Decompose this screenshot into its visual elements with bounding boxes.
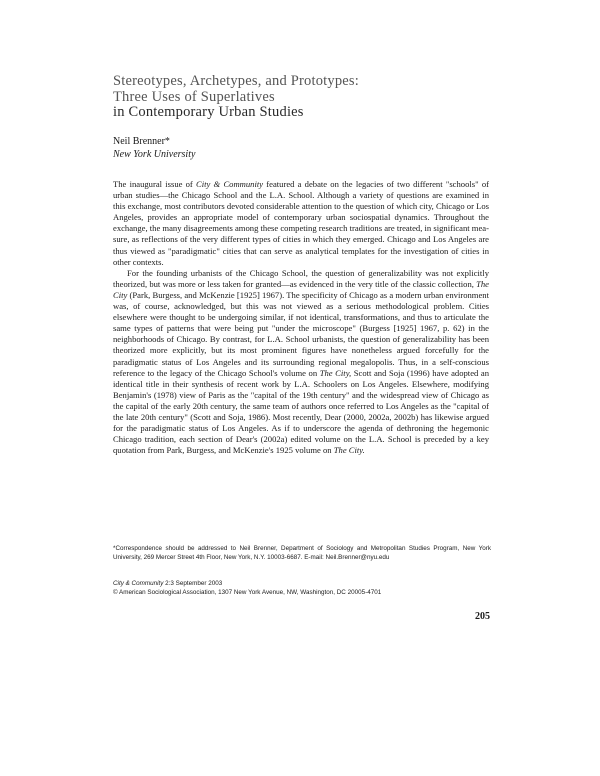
journal-issue-line: [113, 579, 491, 588]
title-line-3: in Contemporary Urban Studies: [113, 104, 304, 120]
title-line-1: Stereotypes, Archetypes, and Prototypes:: [113, 73, 359, 89]
article-title: [113, 74, 453, 121]
journal-issue: 2:3 September 2003: [163, 580, 223, 587]
author-affiliation: New York University: [113, 148, 196, 160]
p2-book-title-1: The City: [113, 278, 489, 300]
copyright-line: © American Sociological Association, 1307 New York Avenue, NW, Washington, DC 20005-4701: [113, 589, 382, 596]
paragraph-1: [113, 179, 489, 268]
p2-book-title-2: The City,: [319, 367, 352, 378]
journal-name: City & Community: [113, 580, 164, 587]
page-number: 205: [475, 611, 490, 622]
p2-text-b: (Park, Burgess, and McKenzie [1925] 1967). The specificity of Chicago as a modern urban environment was, of course, acknowledged, but this was not viewed as a serious methodological problem. Cities elsewhere were thought to be undergoing similar, if not identical, transformations, and thus to articulate the same types of patterns that were being put "under the microscope" (Burgess [1925] 1967, p. 62) in the neighborhoods of Chicago. By contrast, for L.A. School urbanists, the question of generalizability has been theorized more explicitly, but its most prominent figures have nonetheless argued forcefully for the paradigmatic status of Los Angeles and its surrounding regional megalopolis. Thus, in a self-conscious reference to the legacy of the Chicago School's volume on: [113, 289, 489, 378]
p1-journal-name: City & Community: [196, 179, 264, 189]
title-line-2: Three Uses of Superlatives: [113, 88, 275, 105]
paragraph-2: [113, 268, 489, 457]
p2-text-c: Scott and Soja (1996) have adopted an identical title in their synthesis of recent work by L.A. Schoolers on Los Angeles. Elsewhere, modifying Benjamin's (1978) view of Paris as the "capital of the 19th century" and the widespread view of Chicago as the capital of the early 20th century, the same team of authors once referred to Los Angeles as the "capital of the late 20th century" (Scott and Soja, 1986). Most recently, Dear (2000, 2002a, 2002b) has likewise argued for the paradigmatic status of Los Angeles. As if to underscore the agenda of dethroning the hegemonic Chicago tradition, each section of Dear's (2002a) edited volume on the L.A. School is preceded by a key quotation from Park, Burgess, and McKenzie's 1925 volume on: [113, 367, 489, 456]
p2-text-a: For the founding urbanists of the Chicago School, the question of generalizability was not explicitly theorized, but was more or less taken for granted—as evidenced in the very title of the classic collection,: [113, 267, 489, 289]
author-name: Neil Brenner*: [113, 136, 170, 147]
p1-text-b: featured a debate on the legacies of two different "schools" of urban studies—the Chicago School and the L.A. School. Although a variety of questions are examined in this exchange, most contributors devoted considerable attention to the question of which city, Chicago or Los Angeles, provides an appropriate model of contemporary urban sociospatial dynamics. Throughout the exchange, the many disagreements among these competing research traditions are treated, in significant measure, as reflections of the very different types of cities in which they emerged. Chicago and Los Angeles are thus viewed as "paradigmatic" cities that can serve as analytical templates for the investigation of cities in other contexts.: [113, 179, 489, 267]
p2-book-title-3: The City.: [333, 445, 365, 456]
correspondence-footnote: *Correspondence should be addressed to Neil Brenner, Department of Sociology and Metropolitan Studies Program, New York University, 269 Mercer Street 4th Floor, New York, N.Y. 10003-6687. E-mail: Neil.Brenner@nyu.edu: [113, 545, 491, 561]
p1-text-a: The inaugural issue of: [113, 179, 197, 189]
author-block: [113, 136, 195, 161]
article-body: [113, 179, 489, 456]
journal-footer: [113, 579, 491, 597]
